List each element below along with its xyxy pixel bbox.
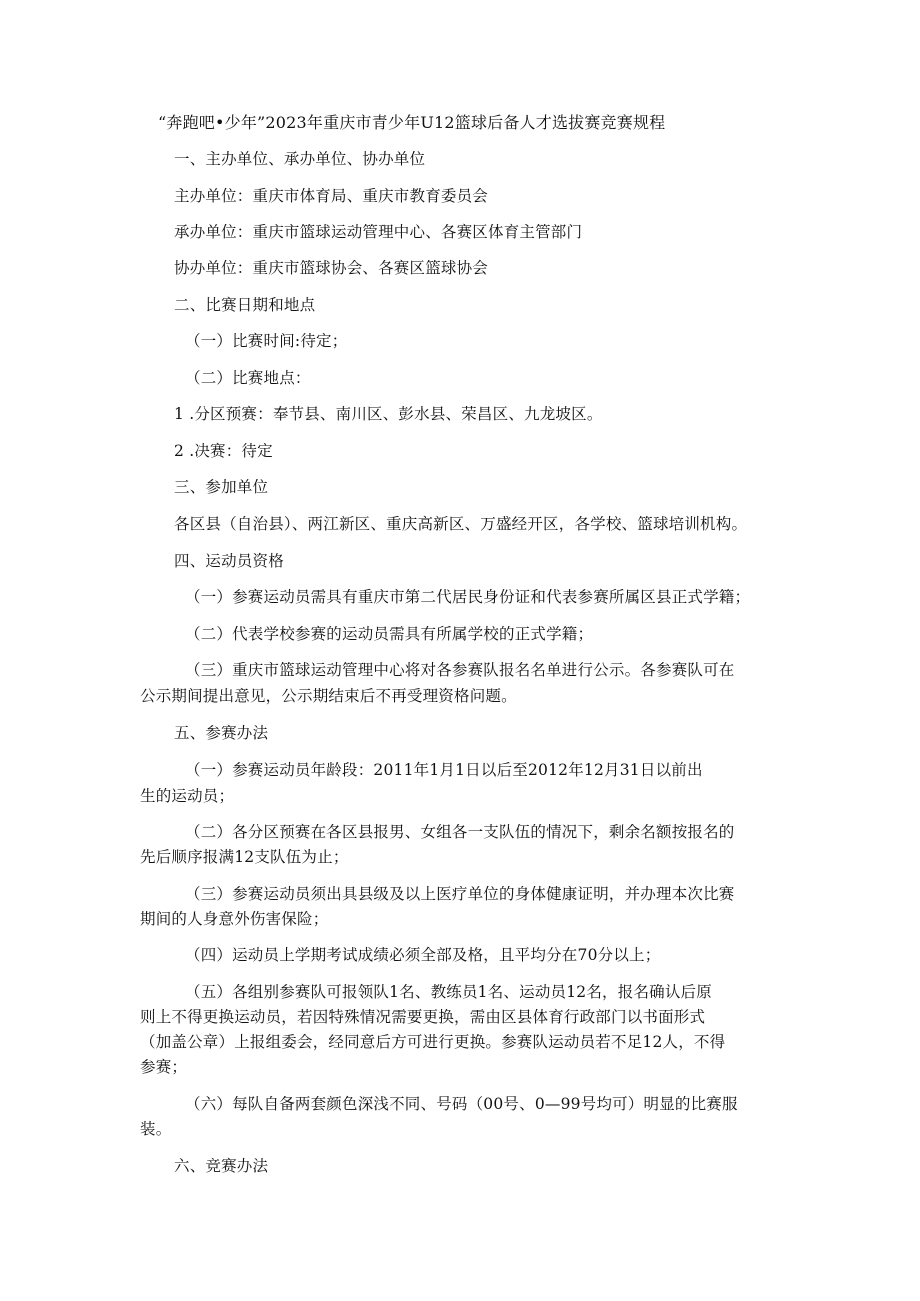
section-5-line: （二）各分区预赛在各区县报男、女组各一支队伍的情况下，剩余名额按报名的	[185, 823, 735, 841]
section-1-heading: 一、主办单位、承办单位、协办单位	[174, 150, 426, 168]
section-3-line: 各区县（自治县）、两江新区、重庆高新区、万盛经开区，各学校、篮球培训机构。	[174, 515, 748, 533]
section-3-heading: 三、参加单位	[174, 478, 269, 496]
section-5-line: 生的运动员；	[140, 787, 235, 805]
section-4-line: （一）参赛运动员需具有重庆市第二代居民身份证和代表参赛所属区县正式学籍；	[185, 588, 751, 606]
section-5-line: 则上不得更换运动员，若因特殊情况需要更换，需由区县体育行政部门以书面形式	[140, 1008, 706, 1026]
section-1-line: 协办单位：重庆市篮球协会、各赛区篮球协会	[174, 259, 489, 277]
section-5-line: 先后顺序报满12支队伍为止；	[140, 848, 349, 866]
section-1-line: 主办单位：重庆市体育局、重庆市教育委员会	[174, 187, 489, 205]
section-4-line: 公示期间提出意见，公示期结束后不再受理资格问题。	[140, 687, 517, 705]
section-5-heading: 五、参赛办法	[174, 724, 269, 742]
section-5-line: （五）各组别参赛队可报领队1名、教练员1名、运动员12名，报名确认后原	[185, 983, 712, 1001]
section-2-line: 2 .决赛：待定	[174, 442, 273, 460]
section-4-line: （二）代表学校参赛的运动员需具有所属学校的正式学籍；	[185, 625, 594, 643]
section-4-heading: 四、运动员资格	[174, 552, 284, 570]
section-5-line: （四）运动员上学期考试成绩必须全部及格，且平均分在70分以上；	[185, 946, 661, 964]
section-5-line: （一）参赛运动员年龄段：2011年1月1日以后至2012年12月31日以前出	[185, 761, 703, 779]
section-5-line: 装。	[140, 1120, 172, 1138]
section-6-heading: 六、竞赛办法	[174, 1157, 269, 1175]
section-2-heading: 二、比赛日期和地点	[174, 296, 316, 314]
document-title: “奔跑吧•少年”2023年重庆市青少年U12篮球后备人才选拔赛竞赛规程	[158, 113, 666, 132]
section-2-line: （二）比赛地点：	[185, 369, 311, 387]
section-5-line: （三）参赛运动员须出具县级及以上医疗单位的身体健康证明，并办理本次比赛	[185, 885, 735, 903]
section-5-line: （加盖公章）上报组委会，经同意后方可进行更换。参赛队运动员若不足12人，不得	[140, 1033, 726, 1051]
section-5-line: 期间的人身意外伤害保险；	[140, 910, 329, 928]
section-5-line: 参赛；	[140, 1058, 188, 1076]
section-4-line: （三）重庆市篮球运动管理中心将对各参赛队报名名单进行公示。各参赛队可在	[185, 661, 735, 679]
section-2-line: （一）比赛时间:待定；	[185, 332, 348, 350]
section-1-line: 承办单位：重庆市篮球运动管理中心、各赛区体育主管部门	[174, 223, 583, 241]
section-5-line: （六）每队自备两套颜色深浅不同、号码（00号、0—99号均可）明显的比赛服	[185, 1095, 738, 1113]
section-2-line: 1 .分区预赛：奉节县、南川区、彭水县、荣昌区、九龙坡区。	[174, 405, 603, 423]
